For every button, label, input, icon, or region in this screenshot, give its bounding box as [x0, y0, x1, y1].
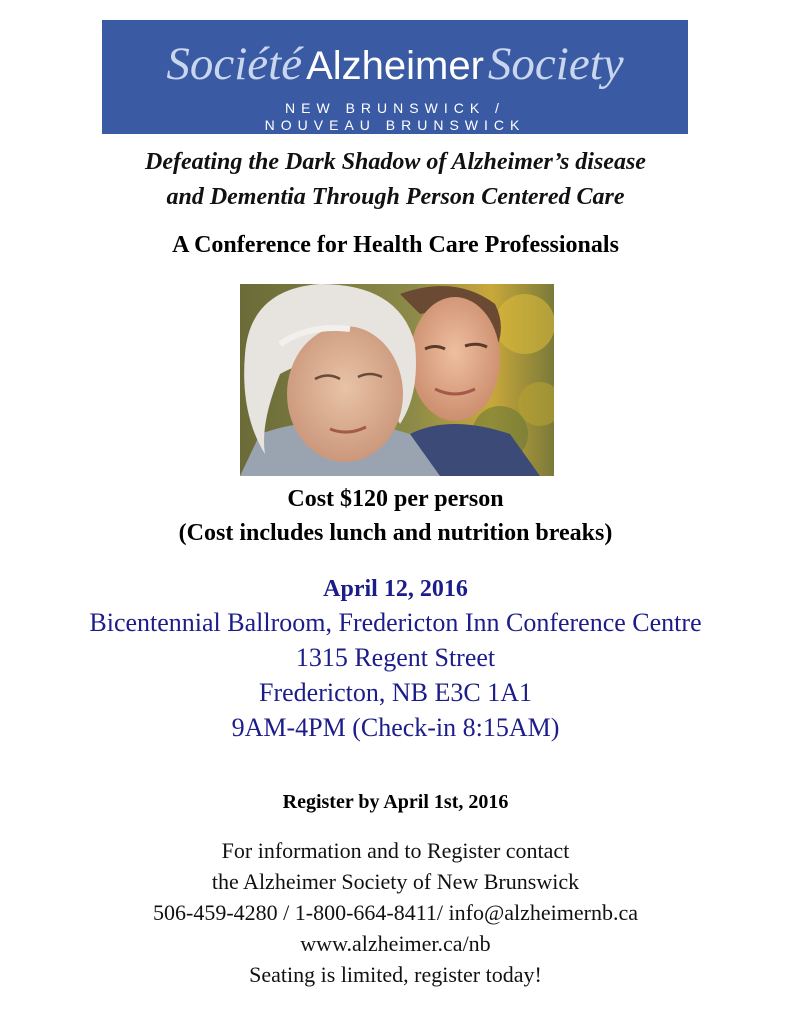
event-time: 9AM-4PM (Check-in 8:15AM) — [231, 713, 560, 742]
contact-intro: For information and to Register contact — [221, 838, 570, 863]
event-street-address: 1315 Regent Street — [295, 643, 496, 672]
event-venue: Bicentennial Ballroom, Fredericton Inn Conference Centre — [89, 608, 702, 637]
contact-phone-email: 506-459-4280 / 1-800-664-8411/ info@alzheimernb.ca — [153, 900, 638, 925]
logo-subtitle-fr: NOUVEAU BRUNSWICK — [264, 117, 526, 133]
logo-text-societe: Société — [166, 38, 303, 90]
contact-organization: the Alzheimer Society of New Brunswick — [211, 869, 580, 894]
logo-text-society: Society — [487, 38, 624, 90]
contact-website: www.alzheimer.ca/nb — [300, 931, 491, 956]
headline-line-2: and Dementia Through Person Centered Care — [166, 184, 625, 210]
logo-text-alzheimer: Alzheimer — [306, 44, 484, 88]
headline-line-1: Defeating the Dark Shadow of Alzheimer’s disease — [145, 149, 646, 175]
seating-notice: Seating is limited, register today! — [249, 962, 542, 987]
society-logo-wordmark — [102, 36, 688, 94]
event-city-postal: Fredericton, NB E3C 1A1 — [259, 678, 532, 707]
logo-subtitle-en: NEW BRUNSWICK / — [285, 100, 505, 116]
cost-per-person: Cost $120 per person — [287, 486, 504, 512]
event-date: April 12, 2016 — [323, 576, 468, 602]
elderly-woman-and-young-man-photo — [240, 284, 554, 476]
society-logo-banner — [102, 20, 688, 134]
cost-includes-note: (Cost includes lunch and nutrition breaks) — [178, 520, 613, 546]
register-deadline: Register by April 1st, 2016 — [282, 791, 509, 813]
conference-title: A Conference for Health Care Professionals — [172, 232, 619, 258]
